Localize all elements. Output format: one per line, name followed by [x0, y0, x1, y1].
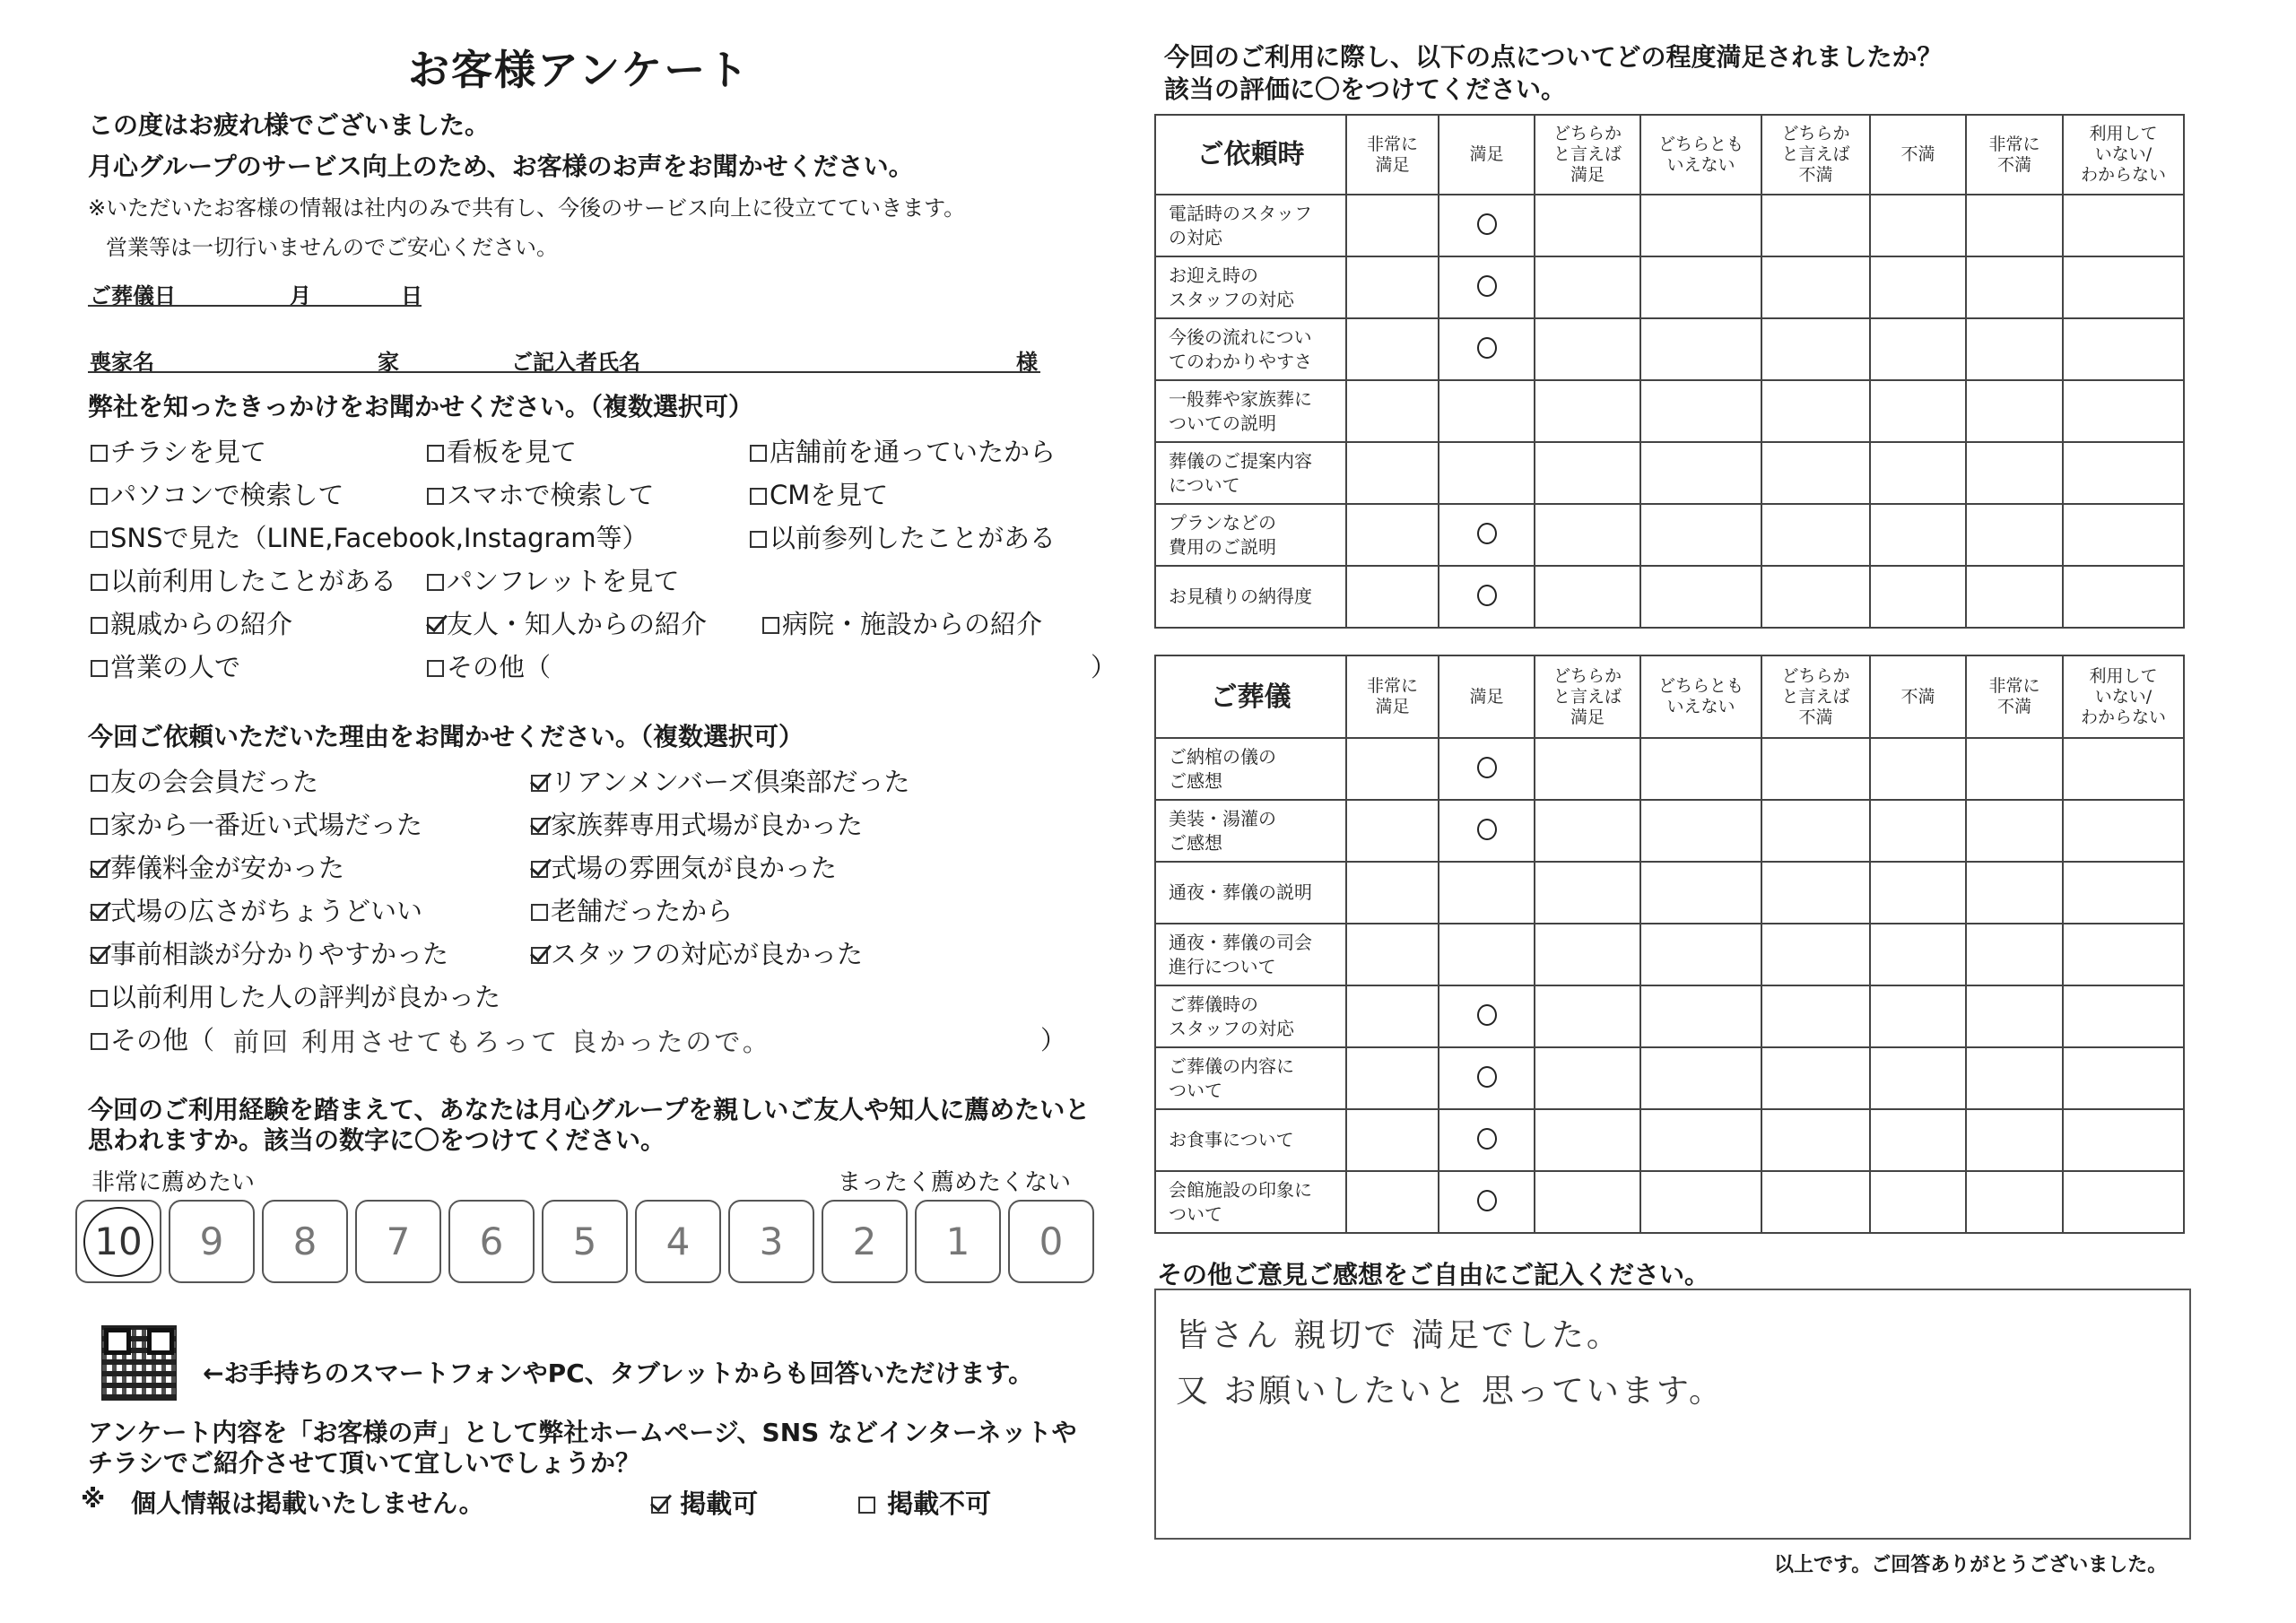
rating-cell[interactable]: [1640, 318, 1761, 380]
q1-option-flyer[interactable]: チラシを見て: [91, 432, 266, 469]
rating-cell[interactable]: [1966, 1109, 2063, 1171]
checkbox[interactable]: [762, 617, 779, 634]
rating-cell[interactable]: [1346, 985, 1439, 1047]
q3-question-line2: 思われますか。該当の数字に〇をつけてください。: [88, 1125, 666, 1155]
scale-option-10[interactable]: [75, 1200, 161, 1283]
q1-option-sns[interactable]: SNSで見た（LINE,Facebook,Instagram等）: [91, 518, 648, 555]
rating-cell[interactable]: [1439, 862, 1535, 924]
rating-row-label: 通夜・葬儀の司会 進行について: [1155, 924, 1346, 985]
scale-low-label: まったく薦めたくない: [838, 1169, 1072, 1196]
rating-row: [1155, 504, 2184, 566]
rating-cell[interactable]: [1761, 862, 1870, 924]
checkbox[interactable]: [91, 660, 108, 677]
rating-table-header: [1155, 655, 2184, 738]
rating-row-label: お迎え時の スタッフの対応: [1155, 256, 1346, 318]
rating-cell[interactable]: [2063, 504, 2184, 566]
rating-row: [1155, 195, 2184, 256]
rating-cell[interactable]: [1346, 195, 1439, 256]
rating-cell[interactable]: [1640, 924, 1761, 985]
rating-cell[interactable]: [1346, 924, 1439, 985]
rating-cell[interactable]: [1966, 566, 2063, 628]
checkbox[interactable]: [91, 617, 108, 634]
rating-cell[interactable]: [1346, 504, 1439, 566]
rating-cell[interactable]: [1870, 738, 1966, 800]
rating-cell[interactable]: [1346, 738, 1439, 800]
comments-box[interactable]: [1154, 1289, 2191, 1540]
family-name-label: 喪家名: [90, 350, 154, 375]
rating-row: [1155, 862, 2184, 924]
q1-other-close-paren: ）: [1091, 652, 1118, 682]
rating-row: [1155, 442, 2184, 504]
column-header-neutral: どちらとも いえない: [1640, 655, 1761, 738]
rating-cell[interactable]: [1439, 256, 1535, 318]
checkbox[interactable]: [531, 904, 548, 921]
rating-cell[interactable]: [1870, 985, 1966, 1047]
rating-cell[interactable]: [1439, 504, 1535, 566]
rating-cell[interactable]: [1966, 738, 2063, 800]
rating-cell[interactable]: [1535, 256, 1640, 318]
rating-cell[interactable]: [1761, 566, 1870, 628]
rating-cell[interactable]: [1439, 1171, 1535, 1233]
column-header-dissatisfied: 不満: [1870, 115, 1966, 195]
checkbox-checked[interactable]: [531, 818, 548, 835]
scale-option-1[interactable]: 1: [915, 1200, 1001, 1283]
rating-cell[interactable]: [1640, 862, 1761, 924]
q1-option-pamphlet[interactable]: パンフレットを見て: [427, 561, 680, 598]
checkbox[interactable]: [858, 1497, 875, 1514]
rating-cell[interactable]: [1966, 318, 2063, 380]
publish-note: 個人情報は掲載いたしません。: [131, 1488, 484, 1518]
checkbox[interactable]: [427, 445, 444, 462]
q1-option-pc-search[interactable]: パソコンで検索して: [91, 475, 344, 512]
q3-question-line1: 今回のご利用経験を踏まえて、あなたは月心グループを親しいご友人や知人に薦めたいと: [88, 1095, 1091, 1124]
rating-row-label: ご納棺の儀の ご感想: [1155, 738, 1346, 800]
rating-cell[interactable]: [2063, 800, 2184, 862]
checkbox[interactable]: [750, 445, 767, 462]
rating-cell[interactable]: [1535, 1047, 1640, 1109]
rating-cell[interactable]: [1640, 738, 1761, 800]
scale-option-8[interactable]: 8: [262, 1200, 348, 1283]
q1-option-relative[interactable]: 親戚からの紹介: [91, 604, 292, 641]
circle-mark-icon: [1477, 275, 1497, 297]
rating-cell[interactable]: [1640, 195, 1761, 256]
column-header-very-dissatisfied: 非常に 不満: [1966, 655, 2063, 738]
rating-question-line2: 該当の評価に〇をつけてください。: [1164, 74, 1567, 104]
q1-option-signboard[interactable]: 看板を見て: [427, 432, 577, 469]
checkbox[interactable]: [91, 775, 108, 792]
circle-mark-icon: [1477, 213, 1497, 235]
column-header-not-used: 利用して いない/ わからない: [2063, 115, 2184, 195]
rating-cell[interactable]: [1535, 1109, 1640, 1171]
q2-option-staff[interactable]: スタッフの対応が良かった: [531, 934, 863, 971]
rating-cell[interactable]: [1640, 256, 1761, 318]
honorific-label: 様: [1016, 350, 1038, 375]
page-title: お客様アンケート: [408, 46, 751, 94]
q1-option-attended-before[interactable]: 以前参列したことがある: [750, 518, 1056, 555]
rating-cell[interactable]: [1346, 380, 1439, 442]
rating-cell[interactable]: [1966, 1171, 2063, 1233]
rating-cell[interactable]: [1870, 380, 1966, 442]
rating-row-label: 今後の流れについ てのわかりやすさ: [1155, 318, 1346, 380]
rating-cell[interactable]: [1535, 800, 1640, 862]
rating-cell[interactable]: [1761, 1171, 1870, 1233]
rating-cell[interactable]: [1761, 442, 1870, 504]
rating-cell[interactable]: [2063, 380, 2184, 442]
rating-cell[interactable]: [1640, 985, 1761, 1047]
column-header-very-satisfied: 非常に 満足: [1346, 115, 1439, 195]
circle-mark-icon: [1477, 1190, 1497, 1211]
column-header-very-dissatisfied: 非常に 不満: [1966, 115, 2063, 195]
rating-cell[interactable]: [1535, 566, 1640, 628]
circle-mark-icon: [1477, 585, 1497, 606]
rating-table-header: [1155, 115, 2184, 195]
rating-cell[interactable]: [1640, 800, 1761, 862]
circle-mark-icon: [1477, 337, 1497, 359]
rating-cell[interactable]: [1346, 256, 1439, 318]
rating-cell[interactable]: [1439, 924, 1535, 985]
rating-cell[interactable]: [1439, 1047, 1535, 1109]
checkbox[interactable]: [750, 488, 767, 505]
rating-cell[interactable]: [2063, 738, 2184, 800]
column-header-somewhat-satisfied: どちらか と言えば 満足: [1535, 115, 1640, 195]
publish-question-line2: チラシでご紹介させて頂いて宜しいでしょうか？: [88, 1448, 641, 1478]
circle-mark-icon: [1477, 1004, 1497, 1026]
rating-row: [1155, 318, 2184, 380]
circle-mark-icon: [1477, 1128, 1497, 1150]
rating-cell[interactable]: [1439, 738, 1535, 800]
rating-cell[interactable]: [1761, 504, 1870, 566]
rating-cell[interactable]: [1870, 504, 1966, 566]
rating-cell[interactable]: [1761, 800, 1870, 862]
rating-cell[interactable]: [1535, 380, 1640, 442]
selected-circle: 10: [83, 1207, 153, 1277]
rating-cell[interactable]: [1439, 985, 1535, 1047]
rating-cell[interactable]: [1346, 566, 1439, 628]
left-panel: [0, 0, 1130, 1623]
rating-cell[interactable]: [1439, 566, 1535, 628]
checkbox-checked[interactable]: [91, 861, 108, 878]
rating-cell[interactable]: [1535, 504, 1640, 566]
rating-row-label: お食事について: [1155, 1109, 1346, 1171]
q1-option-cm[interactable]: CMを見て: [750, 475, 888, 512]
checkbox[interactable]: [91, 531, 108, 548]
rating-cell[interactable]: [1870, 800, 1966, 862]
rating-cell[interactable]: [1640, 504, 1761, 566]
rating-cell[interactable]: [1761, 738, 1870, 800]
column-header-neutral: どちらとも いえない: [1640, 115, 1761, 195]
rating-cell[interactable]: [2063, 566, 2184, 628]
checkbox[interactable]: [91, 445, 108, 462]
checkbox-checked[interactable]: [427, 617, 444, 634]
checkbox-checked[interactable]: [91, 947, 108, 964]
rating-cell[interactable]: [1761, 380, 1870, 442]
rating-cell[interactable]: [2063, 985, 2184, 1047]
rating-row-label: 一般葬や家族葬に ついての説明: [1155, 380, 1346, 442]
publish-question-line1: アンケート内容を「お客様の声」として弊社ホームページ、SNS などインターネットや: [88, 1418, 1077, 1447]
checkbox-checked[interactable]: [651, 1497, 668, 1514]
rating-cell[interactable]: [1439, 800, 1535, 862]
rating-cell[interactable]: [2063, 1109, 2184, 1171]
q2-option-atmosphere[interactable]: 式場の雰囲気が良かった: [531, 848, 837, 885]
checkbox-checked[interactable]: [531, 861, 548, 878]
rating-cell[interactable]: [1966, 442, 2063, 504]
rating-cell[interactable]: [1761, 318, 1870, 380]
checkbox[interactable]: [91, 818, 108, 835]
column-header-very-satisfied: 非常に 満足: [1346, 655, 1439, 738]
rating-cell[interactable]: [1761, 924, 1870, 985]
rating-cell[interactable]: [1966, 504, 2063, 566]
scale-option-5[interactable]: 5: [542, 1200, 628, 1283]
comments-title: その他ご意見ご感想をご自由にご記入ください。: [1157, 1260, 1710, 1289]
closing-thanks: 以上です。ご回答ありがとうございました。: [1774, 1554, 2168, 1576]
name-field[interactable]: [88, 371, 1040, 373]
rating-cell[interactable]: [1346, 1109, 1439, 1171]
rating-cell[interactable]: [1870, 1171, 1966, 1233]
rating-cell[interactable]: [1439, 442, 1535, 504]
checkbox-checked[interactable]: [531, 947, 548, 964]
checkbox[interactable]: [91, 1033, 108, 1050]
rating-cell[interactable]: [1439, 380, 1535, 442]
rating-cell[interactable]: [1966, 380, 2063, 442]
rating-cell[interactable]: [1346, 1171, 1439, 1233]
column-header-dissatisfied: 不満: [1870, 655, 1966, 738]
column-header-somewhat-satisfied: どちらか と言えば 満足: [1535, 655, 1640, 738]
rating-row-label: お見積りの納得度: [1155, 566, 1346, 628]
q1-option-other[interactable]: その他（: [427, 647, 551, 684]
rating-cell[interactable]: [1870, 318, 1966, 380]
rating-cell[interactable]: [1535, 1171, 1640, 1233]
circle-mark-icon: [1477, 819, 1497, 840]
rating-question-line1: 今回のご利用に際し、以下の点についてどの程度満足されましたか？: [1164, 42, 1943, 72]
rating-cell[interactable]: [1346, 1047, 1439, 1109]
rating-cell[interactable]: [1535, 318, 1640, 380]
rating-cell[interactable]: [1346, 800, 1439, 862]
rating-cell[interactable]: [1640, 1109, 1761, 1171]
rating-cell[interactable]: [1761, 1109, 1870, 1171]
day-label: 日: [401, 283, 422, 308]
rating-cell[interactable]: [1870, 1047, 1966, 1109]
checkbox[interactable]: [91, 574, 108, 591]
q2-title: 今回ご依頼いただいた理由をお聞かせください。（複数選択可）: [88, 722, 804, 751]
comment-line-2: 又 お願いしたいと 思っています。: [1176, 1373, 1725, 1410]
rating-cell[interactable]: [2063, 862, 2184, 924]
circle-mark-icon: [1477, 523, 1497, 544]
rating-table-request: [1154, 114, 2185, 629]
scale-high-label: 非常に薦めたい: [91, 1169, 256, 1196]
q1-option-hospital[interactable]: 病院・施設からの紹介: [762, 604, 1042, 641]
rating-cell[interactable]: [1870, 1109, 1966, 1171]
scale-option-6[interactable]: 6: [448, 1200, 535, 1283]
privacy-note-2: 営業等は一切行いませんのでご安心ください。: [106, 235, 558, 260]
checkbox[interactable]: [427, 488, 444, 505]
rating-cell[interactable]: [1535, 442, 1640, 504]
rating-row: [1155, 800, 2184, 862]
column-header-satisfied: 満足: [1439, 115, 1535, 195]
rating-cell[interactable]: [1640, 1171, 1761, 1233]
rating-cell[interactable]: [2063, 318, 2184, 380]
rating-cell[interactable]: [1966, 924, 2063, 985]
q2-option-reputation[interactable]: 以前利用した人の評判が良かった: [91, 977, 500, 1014]
checkbox[interactable]: [91, 990, 108, 1007]
column-header-somewhat-dissatisfied: どちらか と言えば 不満: [1761, 655, 1870, 738]
rating-cell[interactable]: [1966, 256, 2063, 318]
rating-row: [1155, 985, 2184, 1047]
rating-cell[interactable]: [1439, 195, 1535, 256]
rating-cell[interactable]: [2063, 1047, 2184, 1109]
checkbox[interactable]: [427, 574, 444, 591]
scale-option-7[interactable]: 7: [355, 1200, 441, 1283]
rating-cell[interactable]: [2063, 195, 2184, 256]
online-answer-text: ←お手持ちのスマートフォンやPC、タブレットからも回答いただけます。: [203, 1358, 1034, 1388]
q2-option-nearest[interactable]: 家から一番近い式場だった: [91, 805, 422, 842]
q2-option-family-hall[interactable]: 家族葬専用式場が良かった: [531, 805, 863, 842]
q2-other-handwritten[interactable]: 前回 利用させてもろって 良かったので。: [233, 1027, 771, 1057]
rating-cell[interactable]: [1761, 195, 1870, 256]
publish-ng-option[interactable]: 掲載不可: [858, 1484, 991, 1521]
recommend-scale: [75, 1200, 1094, 1283]
publish-note-mark: ※: [81, 1484, 106, 1514]
rating-row: [1155, 380, 2184, 442]
rating-row-label: プランなどの 費用のご説明: [1155, 504, 1346, 566]
rating-row: [1155, 566, 2184, 628]
rating-cell[interactable]: [1640, 442, 1761, 504]
checkbox[interactable]: [750, 531, 767, 548]
rating-cell[interactable]: [1640, 566, 1761, 628]
rating-cell[interactable]: [1870, 442, 1966, 504]
scale-option-3[interactable]: 3: [728, 1200, 814, 1283]
q1-option-sales[interactable]: 営業の人で: [91, 647, 240, 684]
rating-row: [1155, 1047, 2184, 1109]
rating-cell[interactable]: [1535, 738, 1640, 800]
q2-option-consultation[interactable]: 事前相談が分かりやすかった: [91, 934, 448, 971]
rating-cell[interactable]: [1870, 256, 1966, 318]
rating-row-label: ご葬儀時の スタッフの対応: [1155, 985, 1346, 1047]
checkbox-checked[interactable]: [91, 904, 108, 921]
q2-option-other[interactable]: その他（: [91, 1020, 214, 1057]
funeral-date-label: ご葬儀日: [90, 283, 176, 308]
scale-option-0[interactable]: 0: [1008, 1200, 1094, 1283]
rating-cell[interactable]: [2063, 256, 2184, 318]
column-header-not-used: 利用して いない/ わからない: [2063, 655, 2184, 738]
q2-option-lian-club[interactable]: リアンメンバーズ倶楽部だった: [531, 762, 910, 799]
checkbox[interactable]: [427, 660, 444, 677]
publish-ok-option[interactable]: 掲載可: [651, 1484, 758, 1521]
rating-cell[interactable]: [1640, 380, 1761, 442]
rating-cell[interactable]: [1761, 985, 1870, 1047]
comment-line-1: 皆さん 親切で 満足でした。: [1176, 1317, 1622, 1354]
q2-option-cheap[interactable]: 葬儀料金が安かった: [91, 848, 344, 885]
rating-cell[interactable]: [1640, 1047, 1761, 1109]
q1-option-used-before[interactable]: 以前利用したことがある: [91, 561, 396, 598]
rating-cell[interactable]: [1870, 566, 1966, 628]
rating-cell[interactable]: [1870, 862, 1966, 924]
column-header-satisfied: 満足: [1439, 655, 1535, 738]
rating-cell[interactable]: [2063, 442, 2184, 504]
rating-cell[interactable]: [1966, 1047, 2063, 1109]
rating-cell[interactable]: [1966, 195, 2063, 256]
family-suffix-label: 家: [378, 350, 399, 375]
rating-row-label: ご葬儀の内容に ついて: [1155, 1047, 1346, 1109]
circle-mark-icon: [1477, 1066, 1497, 1088]
writer-name-label: ご記入者氏名: [511, 350, 640, 375]
rating-cell[interactable]: [1535, 862, 1640, 924]
rating-table-funeral: [1154, 655, 2185, 1234]
rating-cell[interactable]: [1761, 1047, 1870, 1109]
scale-option-2[interactable]: 2: [822, 1200, 908, 1283]
checkbox-checked[interactable]: [531, 775, 548, 792]
rating-cell[interactable]: [1966, 800, 2063, 862]
q2-option-size[interactable]: 式場の広さがちょうどいい: [91, 891, 422, 928]
rating-cell[interactable]: [1761, 256, 1870, 318]
q2-option-member[interactable]: 友の会会員だった: [91, 762, 318, 799]
rating-row: [1155, 256, 2184, 318]
rating-row: [1155, 1109, 2184, 1171]
q2-option-established[interactable]: 老舗だったから: [531, 891, 733, 928]
rating-cell[interactable]: [2063, 924, 2184, 985]
rating-cell[interactable]: [1439, 1109, 1535, 1171]
rating-cell[interactable]: [1966, 862, 2063, 924]
table-title-funeral: ご葬儀: [1155, 655, 1346, 738]
greeting-text: この度はお疲れ様でございました。: [88, 110, 491, 140]
rating-cell[interactable]: [1439, 318, 1535, 380]
rating-row: [1155, 1171, 2184, 1233]
rating-cell[interactable]: [1870, 195, 1966, 256]
rating-cell[interactable]: [1535, 195, 1640, 256]
rating-cell[interactable]: [1535, 924, 1640, 985]
month-label: 月: [290, 283, 311, 308]
rating-cell[interactable]: [2063, 1171, 2184, 1233]
column-header-somewhat-dissatisfied: どちらか と言えば 不満: [1761, 115, 1870, 195]
qr-code[interactable]: [101, 1325, 177, 1401]
rating-cell[interactable]: [1535, 985, 1640, 1047]
rating-row-label: 会館施設の印象に ついて: [1155, 1171, 1346, 1233]
rating-cell[interactable]: [1346, 318, 1439, 380]
rating-cell[interactable]: [1966, 985, 2063, 1047]
q1-title: 弊社を知ったきっかけをお聞かせください。（複数選択可）: [88, 392, 754, 421]
rating-row-label: 葬儀のご提案内容 について: [1155, 442, 1346, 504]
rating-cell[interactable]: [1870, 924, 1966, 985]
scale-option-9[interactable]: 9: [169, 1200, 255, 1283]
rating-cell[interactable]: [1346, 862, 1439, 924]
privacy-note-1: ※いただいたお客様の情報は社内のみで共有し、今後のサービス向上に役立てていきます。: [88, 195, 966, 221]
q1-option-phone-search[interactable]: スマホで検索して: [427, 475, 654, 512]
q1-option-friend[interactable]: 友人・知人からの紹介: [427, 604, 707, 641]
rating-row-label: 通夜・葬儀の説明: [1155, 862, 1346, 924]
q2-other-close-paren: ）: [1040, 1025, 1067, 1055]
rating-row-label: 電話時のスタッフ の対応: [1155, 195, 1346, 256]
intro-text: 月心グループのサービス向上のため、お客様のお声をお聞かせください。: [88, 152, 914, 181]
rating-row: [1155, 738, 2184, 800]
rating-row: [1155, 924, 2184, 985]
rating-cell[interactable]: [1346, 442, 1439, 504]
funeral-date-field[interactable]: [88, 305, 422, 307]
table-title-request: ご依頼時: [1155, 115, 1346, 195]
q1-option-passed-store[interactable]: 店舗前を通っていたから: [750, 432, 1056, 469]
checkbox[interactable]: [91, 488, 108, 505]
circle-mark-icon: [1477, 757, 1497, 778]
rating-row-label: 美装・湯灌の ご感想: [1155, 800, 1346, 862]
scale-option-4[interactable]: 4: [635, 1200, 721, 1283]
